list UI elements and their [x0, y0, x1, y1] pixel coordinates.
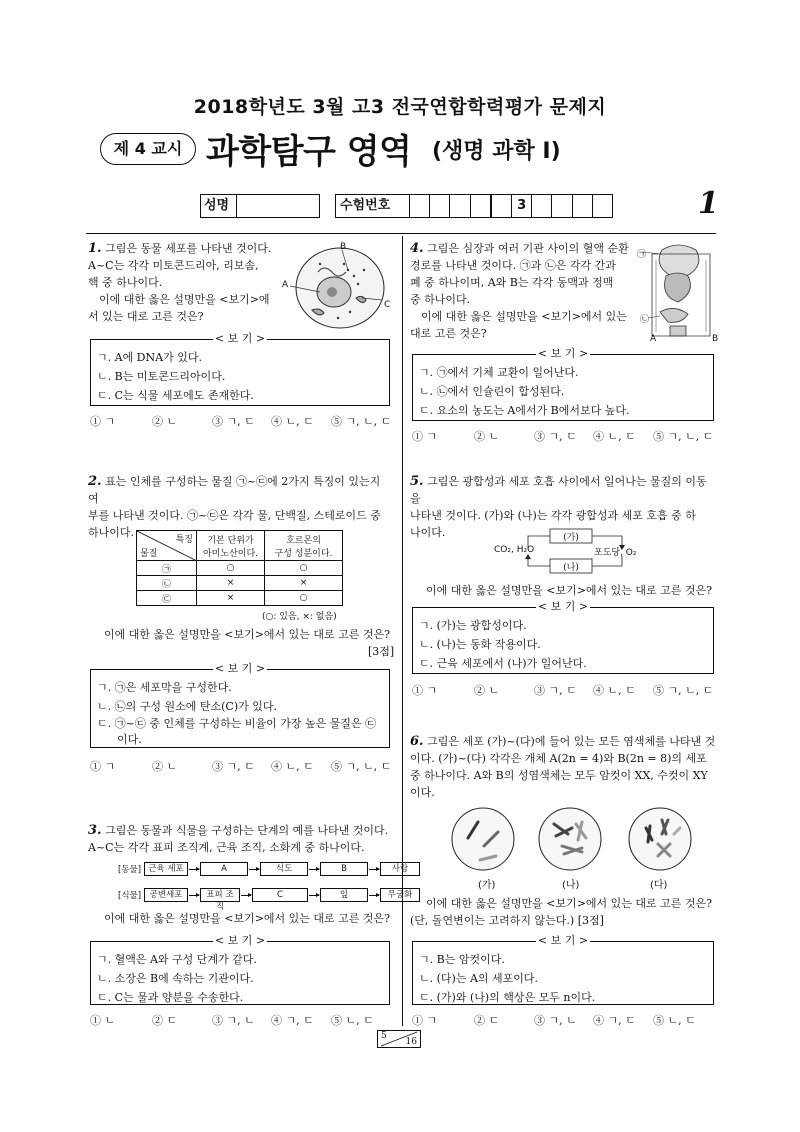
bogi-item: ㄷ. 요소의 농도는 A에서가 B에서보다 높다.	[419, 404, 630, 417]
choice-4[interactable]: ④ ㄴ, ㄷ	[271, 760, 314, 773]
cell-na	[539, 808, 601, 870]
bogi-title: < 보 기 >	[537, 934, 589, 947]
bogi-item: ㄴ. ㉡의 구성 원소에 탄소(C)가 있다.	[97, 700, 277, 713]
table-row	[137, 576, 343, 591]
text-line: 하나이다.	[88, 526, 135, 539]
choice-2[interactable]: ② ㄴ	[474, 684, 500, 697]
answer-choices	[90, 1012, 401, 1028]
chain-step: 공변세포	[144, 888, 188, 902]
plant-hierarchy-chain	[118, 888, 420, 912]
points-label: [3점]	[368, 645, 395, 658]
question-prompt: 이에 대한 옳은 설명만을 <보기>에서 있는 대로 고른 것은?	[104, 912, 391, 925]
question-number: 3.	[88, 823, 102, 838]
column-header: 호르몬의 구성 성분이다.	[265, 531, 343, 561]
bogi-item: ㄷ. ㉠~㉢ 중 인체를 구성하는 비율이 가장 높은 물질은 ㉢	[97, 717, 377, 730]
question-4-text	[410, 240, 640, 342]
choice-4[interactable]: ④ ㄴ, ㄷ	[593, 684, 636, 697]
figure-label-organ-2: ㉡	[640, 315, 650, 325]
page-total: 16	[405, 1037, 417, 1047]
text-line: 경로를 나타낸 것이다. ㉠과 ㉡은 각각 간과	[410, 259, 616, 272]
bogi-item: ㄷ. C는 식물 세포에도 존재한다.	[97, 389, 254, 402]
process-na-label: (나)	[563, 563, 579, 573]
exam-title: 2018학년도 3월 고3 전국연합학력평가 문제지	[193, 96, 607, 118]
arrow-icon	[369, 869, 379, 870]
question-prompt: 이에 대한 옳은 설명만을 <보기>에서 있는 대로 고른 것은?	[426, 897, 713, 910]
choice-4[interactable]: ④ ㄴ, ㄷ	[593, 430, 636, 443]
text-line: 그림은 동물과 식물을 구성하는 단계의 예를 나타낸 것이다.	[105, 824, 389, 837]
exam-number-cell[interactable]	[593, 195, 612, 217]
answer-choices	[90, 758, 401, 774]
text-line: 중 하나이다.	[410, 293, 471, 306]
text-line: 나이다.	[410, 526, 446, 539]
cell-ga	[452, 808, 514, 870]
exam-number-cell: 3	[512, 195, 532, 217]
arrow-icon	[309, 895, 319, 896]
process-ga-label: (가)	[563, 533, 579, 543]
choice-2[interactable]: ② ㄴ	[152, 415, 178, 428]
exam-number-cell[interactable]	[471, 195, 492, 217]
answer-choices	[412, 1012, 723, 1028]
page-current: 5	[381, 1031, 387, 1041]
question-prompt: 이에 대한 옳은 설명만을 <보기>에서 있는 대로 고른 것은?	[104, 628, 391, 641]
reactant-label: CO₂, H₂O	[494, 545, 535, 555]
exam-number-label: 수험번호	[336, 195, 410, 217]
choice-3[interactable]: ③ ㄱ, ㄷ	[212, 415, 255, 428]
arrow-icon	[189, 869, 199, 870]
table-cell: ×	[197, 591, 265, 606]
choice-5[interactable]: ⑤ ㄱ, ㄴ, ㄷ	[331, 415, 392, 428]
cell-label-na: (나)	[562, 880, 580, 891]
table-row	[137, 591, 343, 606]
bogi-item: ㄷ. (가)와 (나)의 핵상은 모두 n이다.	[419, 991, 596, 1004]
question-note: (단, 돌연변이는 고려하지 않는다.) [3점]	[410, 914, 604, 927]
choice-1[interactable]: ① ㄱ	[412, 1014, 438, 1027]
question-number: 1.	[88, 241, 102, 256]
text-line: 나타낸 것이다. (가)와 (나)는 각각 광합성과 세포 호흡 중 하	[410, 509, 696, 522]
question-prompt: 이에 대한 옳은 설명만을 <보기>에서 있는 대로 고른 것은?	[426, 584, 713, 597]
text-line: 대로 고른 것은?	[410, 327, 487, 340]
page-number: 1	[698, 186, 719, 221]
choice-1[interactable]: ① ㄱ	[90, 760, 116, 773]
exam-number-cell[interactable]	[532, 195, 552, 217]
column-divider	[402, 236, 403, 1026]
table-cell: ○	[265, 591, 343, 606]
chain-label: [동물]	[118, 865, 142, 875]
chain-step: A	[200, 862, 248, 876]
choice-5[interactable]: ⑤ ㄴ, ㄷ	[331, 1014, 374, 1027]
bogi-box	[412, 347, 714, 421]
figure-label-organ-1: ㉠	[637, 250, 647, 260]
choice-2[interactable]: ② ㄷ	[152, 1014, 178, 1027]
choice-2[interactable]: ② ㄷ	[474, 1014, 500, 1027]
exam-number-field[interactable]	[335, 194, 613, 218]
animal-cell-figure	[278, 240, 394, 332]
chain-step: 식도	[260, 862, 308, 876]
choice-1[interactable]: ① ㄴ	[90, 1014, 116, 1027]
chromosome-cells-figure	[450, 806, 700, 872]
figure-label-c: C	[384, 300, 391, 310]
bogi-title: < 보 기 >	[537, 347, 589, 360]
cell-da	[629, 808, 691, 870]
arrow-icon	[249, 869, 259, 870]
feature-table	[136, 530, 343, 606]
choice-3[interactable]: ③ ㄱ, ㄷ	[534, 430, 577, 443]
bogi-item: ㄷ. C는 물과 양분을 수송한다.	[97, 991, 244, 1004]
question-6-text	[410, 733, 720, 801]
bogi-item: ㄱ. A에 DNA가 있다.	[97, 351, 202, 364]
bogi-item: ㄴ. (나)는 동화 작용이다.	[419, 638, 541, 651]
figure-label-b: B	[712, 334, 719, 344]
bogi-item: ㄱ. ㉠에서 기체 교환이 일어난다.	[419, 366, 579, 379]
bogi-box	[90, 332, 390, 406]
text-line: 핵 중 하나이다.	[88, 276, 163, 289]
bogi-item: ㄴ. (다)는 A의 세포이다.	[419, 972, 539, 985]
table-cell: ×	[197, 576, 265, 591]
text-line: 그림은 동물 세포를 나타낸 것이다.	[105, 242, 272, 255]
choice-3[interactable]: ③ ㄱ, ㄷ	[212, 760, 255, 773]
text-line: A~C는 각각 미토콘드리아, 리보솜,	[88, 259, 259, 272]
bogi-item: 이다.	[117, 733, 142, 746]
header-rule	[86, 233, 716, 234]
chain-step: B	[320, 862, 368, 876]
choice-1[interactable]: ① ㄱ	[412, 430, 438, 443]
text-line: 이다. (가)~(다) 각각은 개체 A(2n = 4)와 B(2n = 8)의 세포	[410, 752, 707, 765]
answer-choices	[90, 413, 401, 429]
question-3-text	[88, 822, 394, 856]
bogi-title: < 보 기 >	[214, 332, 266, 345]
question-1-text	[88, 240, 288, 325]
table-cell: ○	[197, 561, 265, 576]
arrow-icon	[189, 895, 199, 896]
chain-step: 사람	[380, 862, 420, 876]
subject-name: (생명 과학 Ⅰ)	[432, 139, 561, 164]
choice-2[interactable]: ② ㄴ	[152, 760, 178, 773]
table-cell: ○	[265, 561, 343, 576]
row-label: ㉡	[137, 576, 197, 591]
table-legend: (○: 있음, ×: 없음)	[262, 612, 337, 622]
bogi-item: ㄱ. B는 암컷이다.	[419, 953, 505, 966]
bogi-item: ㄱ. 혈액은 A와 구성 단계가 같다.	[97, 953, 257, 966]
choice-5[interactable]: ⑤ ㄱ, ㄴ, ㄷ	[653, 684, 714, 697]
answer-choices	[412, 428, 723, 444]
chain-label: [식물]	[118, 891, 142, 901]
text-line: 이다.	[410, 786, 435, 799]
period-badge: 제 4 교시	[100, 133, 196, 165]
question-number: 6.	[410, 734, 424, 749]
choice-3[interactable]: ③ ㄱ, ㄴ	[212, 1014, 255, 1027]
bogi-item: ㄴ. ㉡에서 인슐린이 합성된다.	[419, 385, 565, 398]
page-counter	[377, 1030, 421, 1048]
exam-number-cell[interactable]	[450, 195, 470, 217]
column-header: 기본 단위가 아미노산이다.	[197, 531, 265, 561]
text-line: 그림은 세포 (가)~(다)에 들어 있는 모든 염색체를 나타낸 것	[427, 735, 716, 748]
figure-label-b: B	[340, 242, 347, 252]
text-line: 표는 인체를 구성하는 물질 ㉠~㉢에 2가지 특징이 있는지 여	[88, 475, 381, 505]
table-cell: ×	[265, 576, 343, 591]
row-label: ㉢	[137, 591, 197, 606]
bogi-title: < 보 기 >	[214, 662, 266, 675]
circulation-figure	[640, 240, 718, 344]
text-line: 이에 대한 옳은 설명만을 <보기>에서 있는	[410, 310, 627, 323]
figure-label-a: A	[282, 280, 289, 290]
chain-step: C	[252, 888, 308, 902]
table-corner	[137, 531, 197, 561]
question-number: 4.	[410, 241, 424, 256]
name-label: 성명	[201, 195, 237, 217]
bogi-item: ㄴ. 소장은 B에 속하는 기관이다.	[97, 972, 254, 985]
arrow-icon	[309, 869, 319, 870]
answer-choices	[412, 682, 723, 698]
text-line: 그림은 광합성과 세포 호흡 사이에서 일어나는 물질의 이동을	[410, 475, 707, 505]
exam-number-cell[interactable]	[552, 195, 572, 217]
choice-3[interactable]: ③ ㄱ, ㄴ	[534, 1014, 577, 1027]
choice-2[interactable]: ② ㄴ	[474, 430, 500, 443]
subject-area-title: 과학탐구 영역	[206, 132, 412, 172]
exam-number-cell[interactable]	[492, 195, 512, 217]
bogi-box	[90, 934, 390, 1005]
chain-step: 근육 세포	[144, 862, 188, 876]
choice-5[interactable]: ⑤ ㄱ, ㄴ, ㄷ	[653, 430, 714, 443]
bogi-title: < 보 기 >	[537, 600, 589, 613]
bogi-title: < 보 기 >	[214, 934, 266, 947]
choice-5[interactable]: ⑤ ㄱ, ㄴ, ㄷ	[331, 760, 392, 773]
animal-hierarchy-chain	[118, 862, 420, 876]
figure-label-a: A	[650, 334, 657, 344]
bogi-item: ㄷ. 근육 세포에서 (나)가 일어난다.	[419, 657, 587, 670]
exam-number-cell[interactable]	[573, 195, 593, 217]
bogi-box	[412, 600, 714, 674]
bogi-item: ㄱ. ㉠은 세포막을 구성한다.	[97, 681, 232, 694]
text-line: 그림은 심장과 여러 기관 사이의 혈액 순환	[427, 242, 629, 255]
choice-4[interactable]: ④ ㄱ, ㄷ	[593, 1014, 636, 1027]
row-label: ㉠	[137, 561, 197, 576]
name-field[interactable]	[200, 194, 320, 218]
arrow-icon	[369, 895, 379, 896]
text-line: 중 하나이다. A와 B의 성염색체는 모두 암컷이 XX, 수컷이 XY	[410, 769, 708, 782]
corner-top-label: 특징	[175, 535, 193, 545]
bogi-box	[412, 934, 714, 1005]
bogi-item: ㄱ. (가)는 광합성이다.	[419, 619, 527, 632]
exam-number-cell[interactable]	[410, 195, 430, 217]
bogi-item: ㄴ. B는 미토콘드리아이다.	[97, 370, 226, 383]
choice-3[interactable]: ③ ㄱ, ㄷ	[534, 684, 577, 697]
chain-step: 무궁화	[380, 888, 420, 902]
name-input-area[interactable]	[237, 195, 319, 217]
choice-5[interactable]: ⑤ ㄴ, ㄷ	[653, 1014, 696, 1027]
text-line: 서 있는 대로 고른 것은?	[88, 310, 204, 323]
text-line: 폐 중 하나이며, A와 B는 각각 동맥과 정맥	[410, 276, 614, 289]
chain-step: 표피 조직	[200, 888, 240, 902]
choice-1[interactable]: ① ㄱ	[412, 684, 438, 697]
question-number: 2.	[88, 474, 102, 489]
arrow-icon	[241, 895, 251, 896]
text-line: 부를 나타낸 것이다. ㉠~㉢은 각각 물, 단백질, 스테로이드 중	[88, 509, 381, 522]
question-number: 5.	[410, 474, 424, 489]
exam-number-cell[interactable]	[430, 195, 450, 217]
bogi-box	[90, 662, 390, 748]
table-row	[137, 561, 343, 576]
chain-step: 잎	[320, 888, 368, 902]
corner-bottom-label: 물질	[140, 549, 158, 559]
text-line: 이에 대한 옳은 설명만을 <보기>에	[88, 293, 270, 306]
choice-4[interactable]: ④ ㄴ, ㄷ	[271, 415, 314, 428]
product-label: 포도당, O₂	[594, 548, 637, 558]
text-line: A~C는 각각 표피 조직계, 근육 조직, 소화계 중 하나이다.	[88, 841, 365, 854]
cell-label-ga: (가)	[478, 880, 496, 891]
cell-label-da: (다)	[650, 880, 668, 891]
choice-4[interactable]: ④ ㄱ, ㄷ	[271, 1014, 314, 1027]
choice-1[interactable]: ① ㄱ	[90, 415, 116, 428]
